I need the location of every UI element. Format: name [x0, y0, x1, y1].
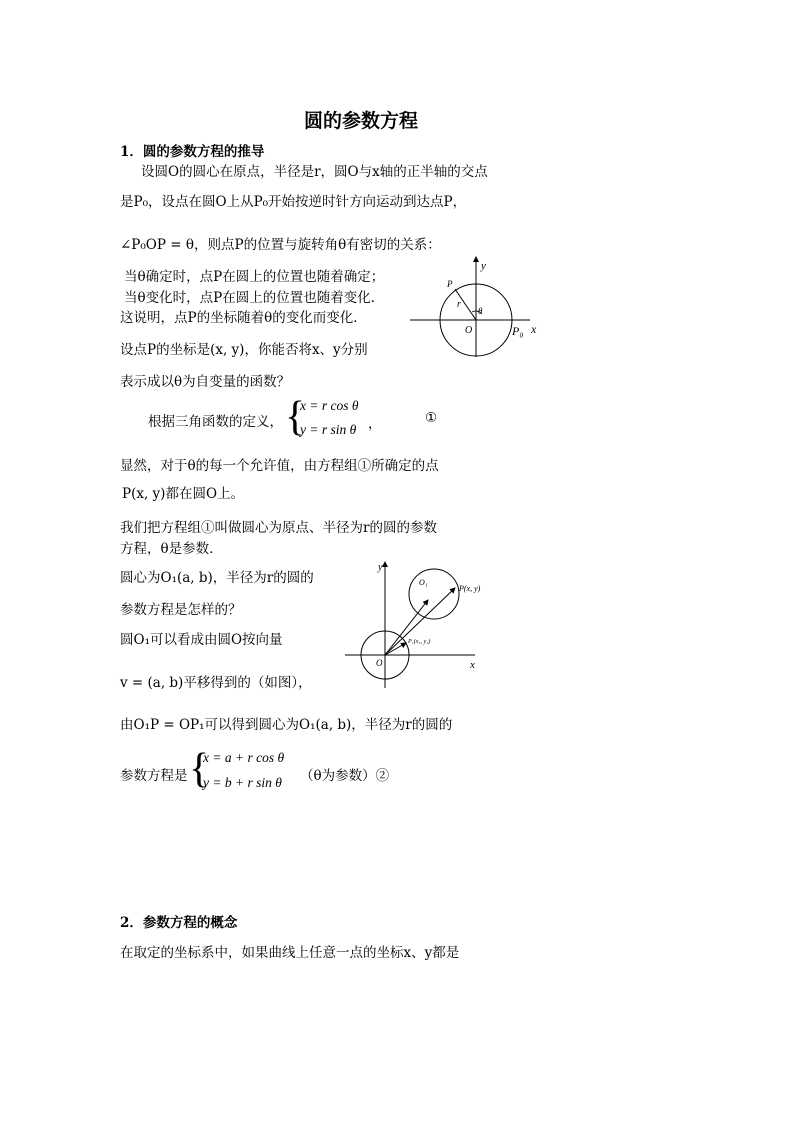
equation1-prefix: 根据三角函数的定义，: [148, 414, 283, 430]
fig2-label-y: y: [378, 562, 383, 573]
paragraph-line-18: 由O₁P = OP₁可以得到圆心为O₁(a, b)，半径为r的圆的: [120, 717, 453, 733]
paragraph-line-8: 表示成以θ为自变量的函数？: [120, 374, 291, 390]
equation1-top: x = r cos θ: [300, 398, 359, 413]
equation2-top: x = a + r cos θ: [203, 750, 285, 765]
equation1-comma: ，: [368, 416, 382, 432]
paragraph-line-12: 我们把方程组①叫做圆心为原点、半径为r的圆的参数: [120, 520, 437, 536]
paragraph-line-13: 方程，θ是参数．: [120, 541, 223, 557]
vector-oo1: [385, 600, 431, 655]
paragraph-line-3: ∠P₀OP = θ，则点P的位置与旋转角θ有密切的关系：: [120, 237, 441, 253]
equation1-brace: {: [285, 394, 306, 440]
equation2-bottom: y = b + r sin θ: [203, 775, 282, 790]
fig1-label-x: x: [531, 322, 537, 336]
paragraph-line-6: 这说明，点P的坐标随着θ的变化而变化．: [120, 310, 367, 326]
section1-heading: 1．圆的参数方程的推导: [120, 144, 265, 160]
fig1-label-p0: P₀: [512, 324, 524, 338]
fig2-label-p: P(x, y): [459, 584, 481, 593]
equation1-bottom: y = r sin θ: [300, 422, 357, 437]
paragraph-line-10: 显然，对于θ的每一个允许值，由方程组①所确定的点: [120, 458, 439, 474]
figure-translated-circle: [340, 560, 510, 690]
paragraph-line-1: 设圆O的圆心在原点，半径是r，圆O与x轴的正半轴的交点: [141, 164, 488, 180]
paragraph-line-16: 圆O₁可以看成由圆O按向量: [120, 632, 283, 648]
equation2-suffix: （θ为参数）②: [300, 768, 390, 784]
paragraph-line-11: P(x, y)都在圆O上。: [122, 486, 245, 502]
paragraph-line-2: 是P₀，设点在圆O上从P₀开始按逆时针方向运动到达点P，: [120, 194, 467, 210]
paragraph-line-14: 圆心为O₁(a, b)，半径为r的圆的: [120, 570, 314, 586]
paragraph-line-17: v = (a, b)平移得到的（如图），: [120, 675, 312, 691]
page-title: 圆的参数方程: [304, 110, 419, 132]
equation1-mark: ①: [425, 410, 438, 426]
paragraph-line-15: 参数方程是怎样的？: [120, 602, 242, 618]
paragraph-line-7: 设点P的坐标是(x, y)，你能否将x、y分别: [120, 342, 368, 358]
fig2-label-o1: O₁: [419, 578, 428, 587]
circle-o1: [409, 569, 459, 619]
paragraph-line-5: 当θ变化时，点P在圆上的位置也随着变化．: [124, 290, 385, 306]
fig2-label-o: O: [376, 658, 383, 668]
fig1-label-theta: θ: [478, 306, 483, 316]
paragraph-line-4: 当θ确定时，点P在圆上的位置也随着确定；: [124, 269, 385, 285]
fig1-label-y: y: [481, 260, 486, 272]
section2-heading: 2．参数方程的概念: [120, 915, 238, 931]
fig2-label-x: x: [470, 659, 475, 671]
fig1-label-o: O: [465, 325, 473, 336]
fig1-label-r: r: [457, 299, 461, 310]
fig2-label-p1: P₁(x₁, y₁): [408, 639, 431, 645]
equation2-prefix: 参数方程是: [120, 768, 188, 784]
paragraph-line-20: 在取定的坐标系中，如果曲线上任意一点的坐标x、y都是: [120, 945, 460, 961]
equation2-brace: {: [189, 746, 210, 792]
figure-unit-circle: [410, 255, 540, 360]
fig1-label-p: P: [447, 279, 453, 289]
